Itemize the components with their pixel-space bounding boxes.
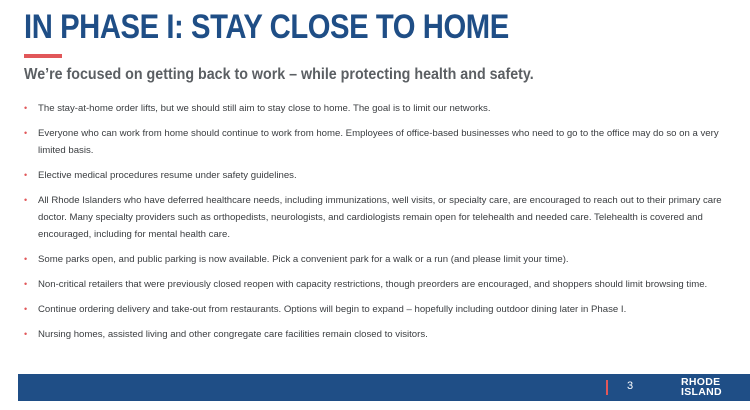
bullet-text: All Rhode Islanders who have deferred healthcare needs, including immunizations, well visits, or specialty care, are encouraged to reach out to their primary care doctor. Many specialty providers such as orthopedists, neurologists, and cardiologists remain open for telehealth and needed care. Telehealth is covered and encouraged, including for mental health care.: [38, 195, 722, 240]
footer-divider: [606, 380, 608, 395]
bullet-text: Continue ordering delivery and take-out from restaurants. Options will begin to expand – hopefully including outdoor dining later in Phase I.: [38, 304, 627, 315]
slide-title: IN PHASE I: STAY CLOSE TO HOME: [24, 8, 509, 46]
rhode-island-logo: [681, 377, 741, 397]
bullet-text: The stay-at-home order lifts, but we should still aim to stay close to home. The goal is to limit our networks.: [38, 103, 491, 114]
bullet-item: [24, 326, 736, 343]
bullet-marker: •: [24, 103, 28, 113]
logo-line-2: ISLAND: [681, 386, 722, 398]
bullet-marker: •: [24, 195, 28, 205]
bullet-item: [24, 125, 736, 159]
bullet-marker: •: [24, 279, 28, 289]
bullet-marker: •: [24, 254, 28, 264]
bullet-item: [24, 100, 736, 117]
bullet-text: Non-critical retailers that were previously closed reopen with capacity restrictions, though preorders are encouraged, and shoppers should limit browsing time.: [38, 279, 708, 290]
bullet-item: [24, 276, 736, 293]
bullet-text: Some parks open, and public parking is now available. Pick a convenient park for a walk or a run (and please limit your time).: [38, 254, 569, 265]
bullet-marker: •: [24, 170, 28, 180]
slide-subtitle: We’re focused on getting back to work – while protecting health and safety.: [24, 66, 534, 83]
bullet-item: [24, 301, 736, 318]
title-underline-accent: [24, 54, 62, 58]
bullet-text: Nursing homes, assisted living and other congregate care facilities remain closed to visitors.: [38, 329, 428, 340]
page-number: 3: [627, 380, 634, 392]
bullet-item: [24, 167, 736, 184]
logo-line-1: RHODE: [681, 376, 721, 388]
bullet-list: [24, 100, 736, 343]
bullet-text: Elective medical procedures resume under safety guidelines.: [38, 170, 297, 181]
bullet-marker: •: [24, 304, 28, 314]
footer-bar: [18, 374, 750, 401]
bullet-item: [24, 251, 736, 268]
bullet-marker: •: [24, 128, 28, 138]
bullet-item: [24, 192, 736, 243]
bullet-text: Everyone who can work from home should continue to work from home. Employees of office-based businesses who need to go to the office may do so on a very limited basis.: [38, 128, 719, 156]
bullet-marker: •: [24, 329, 28, 339]
